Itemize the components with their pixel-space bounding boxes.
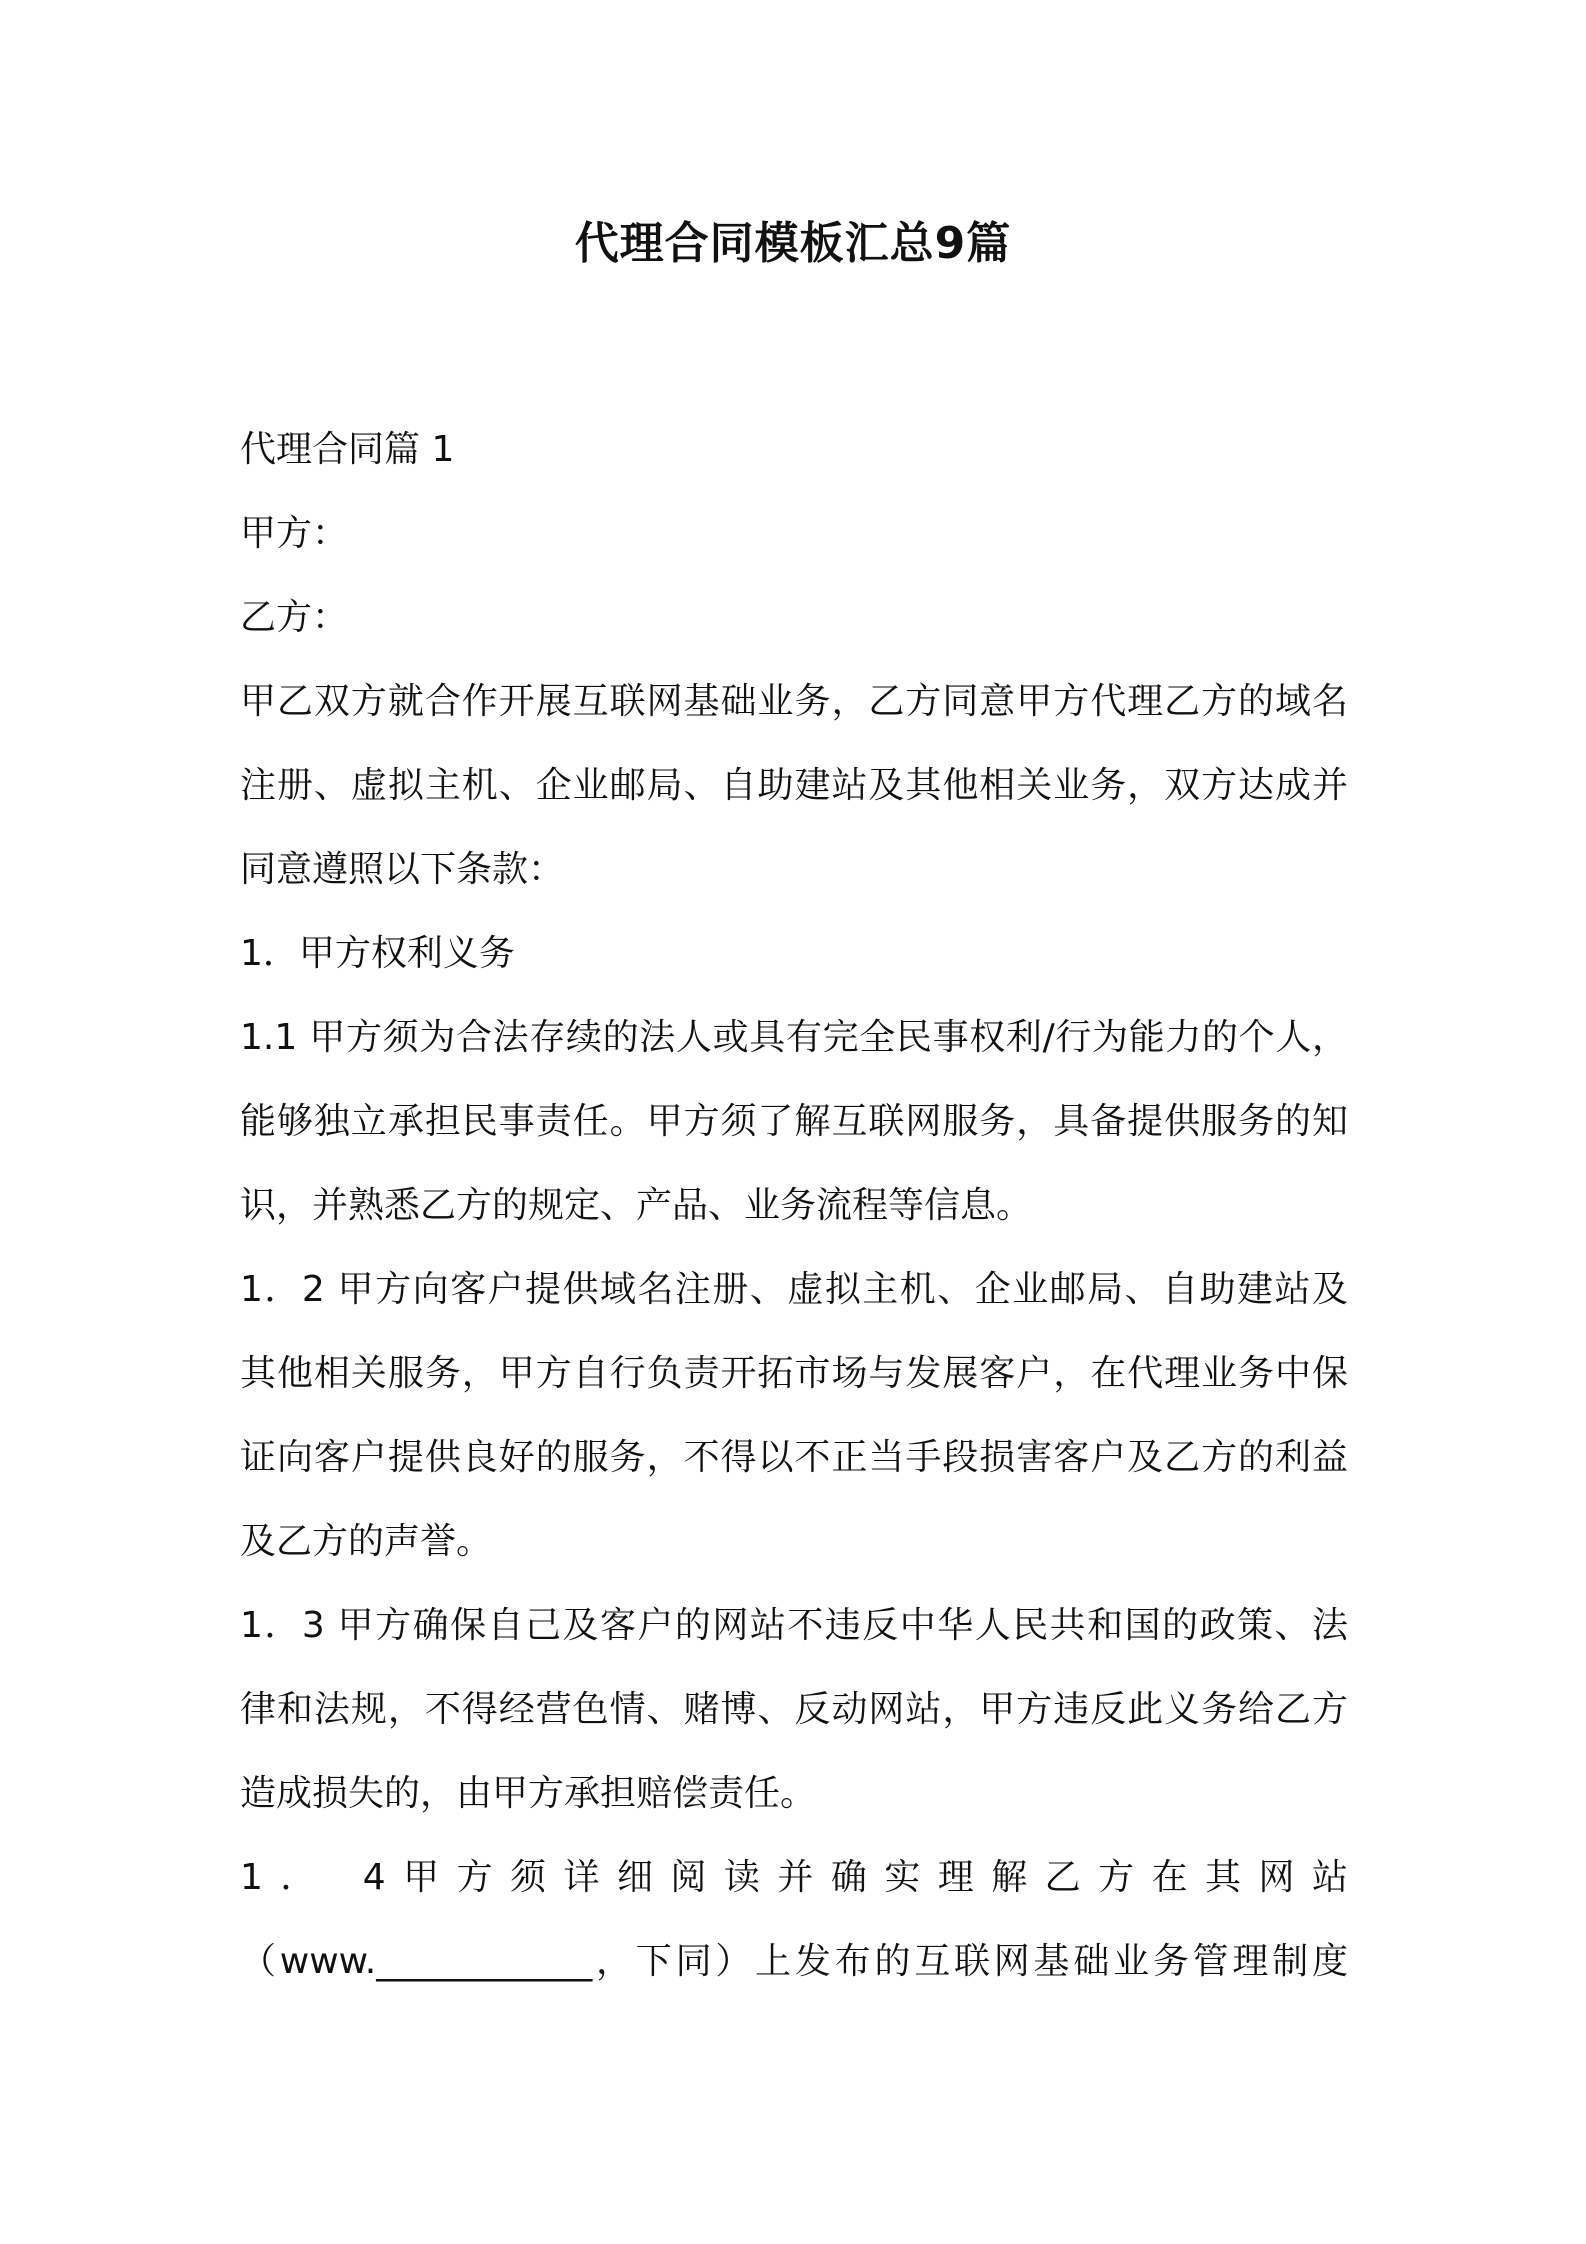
paragraph-line: 1． 4甲方须详细阅读并确实理解乙方在其网站 bbox=[240, 1857, 1348, 1898]
document-title: 代理合同模板汇总9篇 bbox=[574, 218, 1012, 269]
paragraph-line: 其他相关服务，甲方自行负责开拓市场与发展客户，在代理业务中保 bbox=[240, 1353, 1348, 1394]
document-body bbox=[240, 408, 1348, 2004]
paragraph-line: 1．2 甲方向客户提供域名注册、虚拟主机、企业邮局、自助建站及 bbox=[240, 1269, 1348, 1310]
paragraph-line: 注册、虚拟主机、企业邮局、自助建站及其他相关业务，双方达成并 bbox=[240, 765, 1348, 806]
party-b-label: 乙方： bbox=[240, 597, 349, 638]
paragraph-line: 证向客户提供良好的服务，不得以不正当手段损害客户及乙方的利益 bbox=[240, 1437, 1348, 1478]
party-a-label: 甲方： bbox=[240, 513, 349, 554]
paragraph-line: 1.1 甲方须为合法存续的法人或具有完全民事权利/行为能力的个人， bbox=[240, 1017, 1348, 1058]
section-heading: 代理合同篇 1 bbox=[240, 429, 455, 470]
paragraph-line: 甲乙双方就合作开展互联网基础业务，乙方同意甲方代理乙方的域名 bbox=[240, 681, 1348, 722]
paragraph-line: 律和法规，不得经营色情、赌博、反动网站，甲方违反此义务给乙方 bbox=[240, 1689, 1348, 1730]
paragraph-line: 同意遵照以下条款： bbox=[240, 849, 565, 890]
paragraph-line: 识，并熟悉乙方的规定、产品、业务流程等信息。 bbox=[240, 1185, 1033, 1226]
paragraph-line: 造成损失的，由甲方承担赔偿责任。 bbox=[240, 1773, 817, 1814]
clause-heading: 1．甲方权利义务 bbox=[240, 933, 515, 974]
paragraph-line: 及乙方的声誉。 bbox=[240, 1521, 493, 1562]
paragraph-line: （www.____________，下同）上发布的互联网基础业务管理制度 bbox=[240, 1941, 1348, 1982]
paragraph-line: 能够独立承担民事责任。甲方须了解互联网服务，具备提供服务的知 bbox=[240, 1101, 1348, 1142]
paragraph-line: 1．3 甲方确保自己及客户的网站不违反中华人民共和国的政策、法 bbox=[240, 1605, 1348, 1646]
